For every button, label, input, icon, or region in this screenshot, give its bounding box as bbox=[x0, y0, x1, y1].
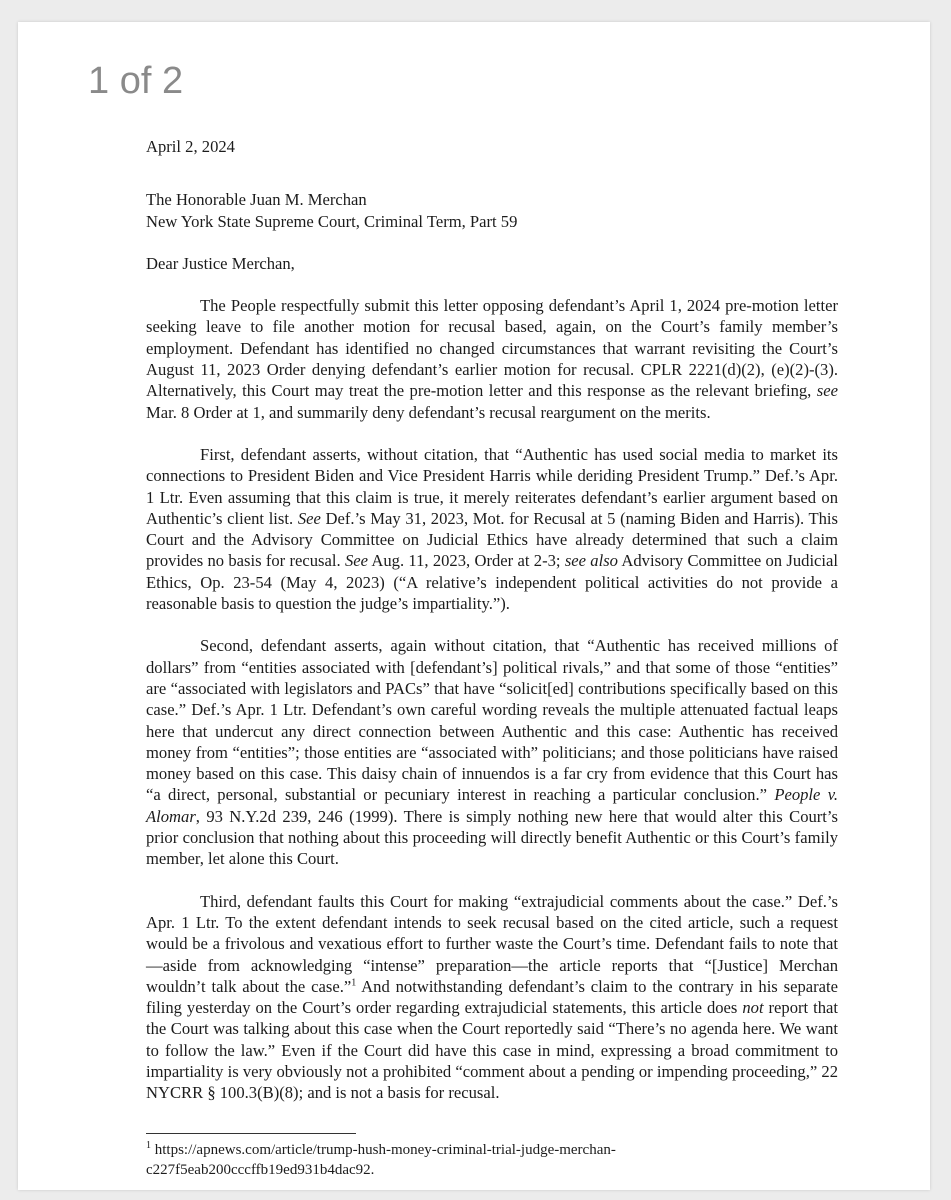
paragraph-1-signal-see: see bbox=[816, 381, 838, 401]
footnote-reference: 1 bbox=[351, 977, 357, 989]
paragraph-2-text-d: Advisory Committee on Judicial Ethics, Op. 23-54 (May 4, 2023) (“A relative’s independent political activities do not provide a reasonable basis to question the judge’s impartiality.”). bbox=[146, 551, 839, 614]
paragraph-2 bbox=[146, 444, 838, 614]
page-indicator: 1 of 2 bbox=[88, 60, 184, 102]
footnote-url-part-2: c227f5eab200cccffb19ed931b4dac92. bbox=[146, 1161, 375, 1178]
paragraph-3 bbox=[146, 635, 838, 869]
addressee-block bbox=[146, 189, 838, 232]
addressee-name: The Honorable Juan M. Merchan bbox=[146, 190, 367, 210]
paragraph-2-signal-see-2: See bbox=[344, 551, 368, 571]
paragraph-1-text-a: The People respectfully submit this letter opposing defendant’s April 1, 2024 pre-motion letter seeking leave to file another motion for recusal based, again, on the Court’s family member’s employment. Defendant has identified no changed circumstances that warrant revisiting the Court’s August 11, 2023 Order denying defendant’s earlier motion for recusal. CPLR 2221(d)(2), (e)(2)-(3). Alternatively, this Court may treat the pre-motion letter and this response as the relevant briefing, bbox=[146, 296, 838, 401]
paragraph-4-emphasis-not: not bbox=[742, 998, 764, 1018]
paragraph-2-signal-see-also: see also bbox=[564, 551, 618, 571]
paragraph-1-text-b: Mar. 8 Order at 1, and summarily deny defendant’s recusal reargument on the merits. bbox=[146, 402, 711, 422]
footnote-marker: 1 bbox=[146, 1139, 151, 1151]
paragraph-2-signal-see-1: See bbox=[297, 508, 321, 528]
document-page bbox=[18, 22, 930, 1190]
paragraph-2-text-c: Aug. 11, 2023, Order at 2-3; bbox=[367, 551, 565, 571]
letter-date: April 2, 2024 bbox=[146, 137, 235, 156]
paragraph-4-text-b: And notwithstanding defendant’s claim to the contrary in his separate filing yesterday on the Court’s order regarding extrajudicial statements, this article does bbox=[146, 976, 838, 1018]
paragraph-1 bbox=[146, 295, 838, 423]
footnote bbox=[146, 1140, 838, 1180]
addressee-court: New York State Supreme Court, Criminal Term, Part 59 bbox=[146, 211, 518, 231]
paragraph-3-text-b: , 93 N.Y.2d 239, 246 (1999). There is simply nothing new here that would alter this Court’s prior conclusion that nothing about this proceeding will directly benefit Authentic or this Court’s family member, let alone this Court. bbox=[146, 806, 838, 869]
paragraph-4 bbox=[146, 891, 838, 1104]
paragraph-4-text-c: report that the Court was talking about this case when the Court reportedly said “There’s no agenda here. We want to follow the law.” Even if the Court did have this case in mind, expressing a broad commitment to impartiality is very obviously not a prohibited “comment about a pending or impending proceeding,” 22 NYCRR § 100.3(B)(8); and is not a basis for recusal. bbox=[146, 998, 838, 1103]
paragraph-3-text-a: Second, defendant asserts, again without citation, that “Authentic has received millions of dollars” from “entities associated with [defendant’s] political rivals,” and that some of those “entities” are “associated with legislators and PACs” that have “solicit[ed] contributions specifically based on this case.” Def.’s Apr. 1 Ltr. Defendant’s own careful wording reveals the multiple attenuated factual leaps here that undercut any direct connection between Authentic and this case: Authentic has received money from “entities”; those entities are “associated with” politicians; and those politicians have raised money based on this case. This daisy chain of innuendos is a far cry from evidence that this Court has “a direct, personal, substantial or pecuniary interest in reaching a particular conclusion.” bbox=[146, 636, 838, 805]
footnote-url-part-1: https://apnews.com/article/trump-hush-money-criminal-trial-judge-merchan- bbox=[151, 1141, 616, 1158]
paragraph-3-case-name: People v. Alomar bbox=[146, 785, 838, 826]
paragraph-2-text-b: Def.’s May 31, 2023, Mot. for Recusal at 5 (naming Biden and Harris). This Court and the Advisory Committee on Judicial Ethics have already determined that such a claim provides no basis for recusal. bbox=[146, 508, 838, 571]
footnote-line-1 bbox=[146, 1140, 838, 1160]
letter-body bbox=[146, 136, 838, 1180]
footnote-divider bbox=[146, 1133, 356, 1134]
paragraph-2-text-a: First, defendant asserts, without citation, that “Authentic has used social media to market its connections to President Biden and Vice President Harris while deriding President Trump.” Def.’s Apr. 1 Ltr. Even assuming that this claim is true, it merely reiterates defendant’s earlier argument based on Authentic’s client list. bbox=[146, 444, 838, 528]
paragraph-4-text-a: Third, defendant faults this Court for making “extrajudicial comments about the case.” Def.’s Apr. 1 Ltr. To the extent defendant intends to seek recusal based on the cited article, such a request would be a frivolous and vexatious effort to further waste the Court’s time. Defendant fails to note that—aside from acknowledging “intense” preparation—the article reports that “[Justice] Merchan wouldn’t talk about the case.” bbox=[146, 891, 838, 996]
salutation: Dear Justice Merchan, bbox=[146, 253, 295, 273]
